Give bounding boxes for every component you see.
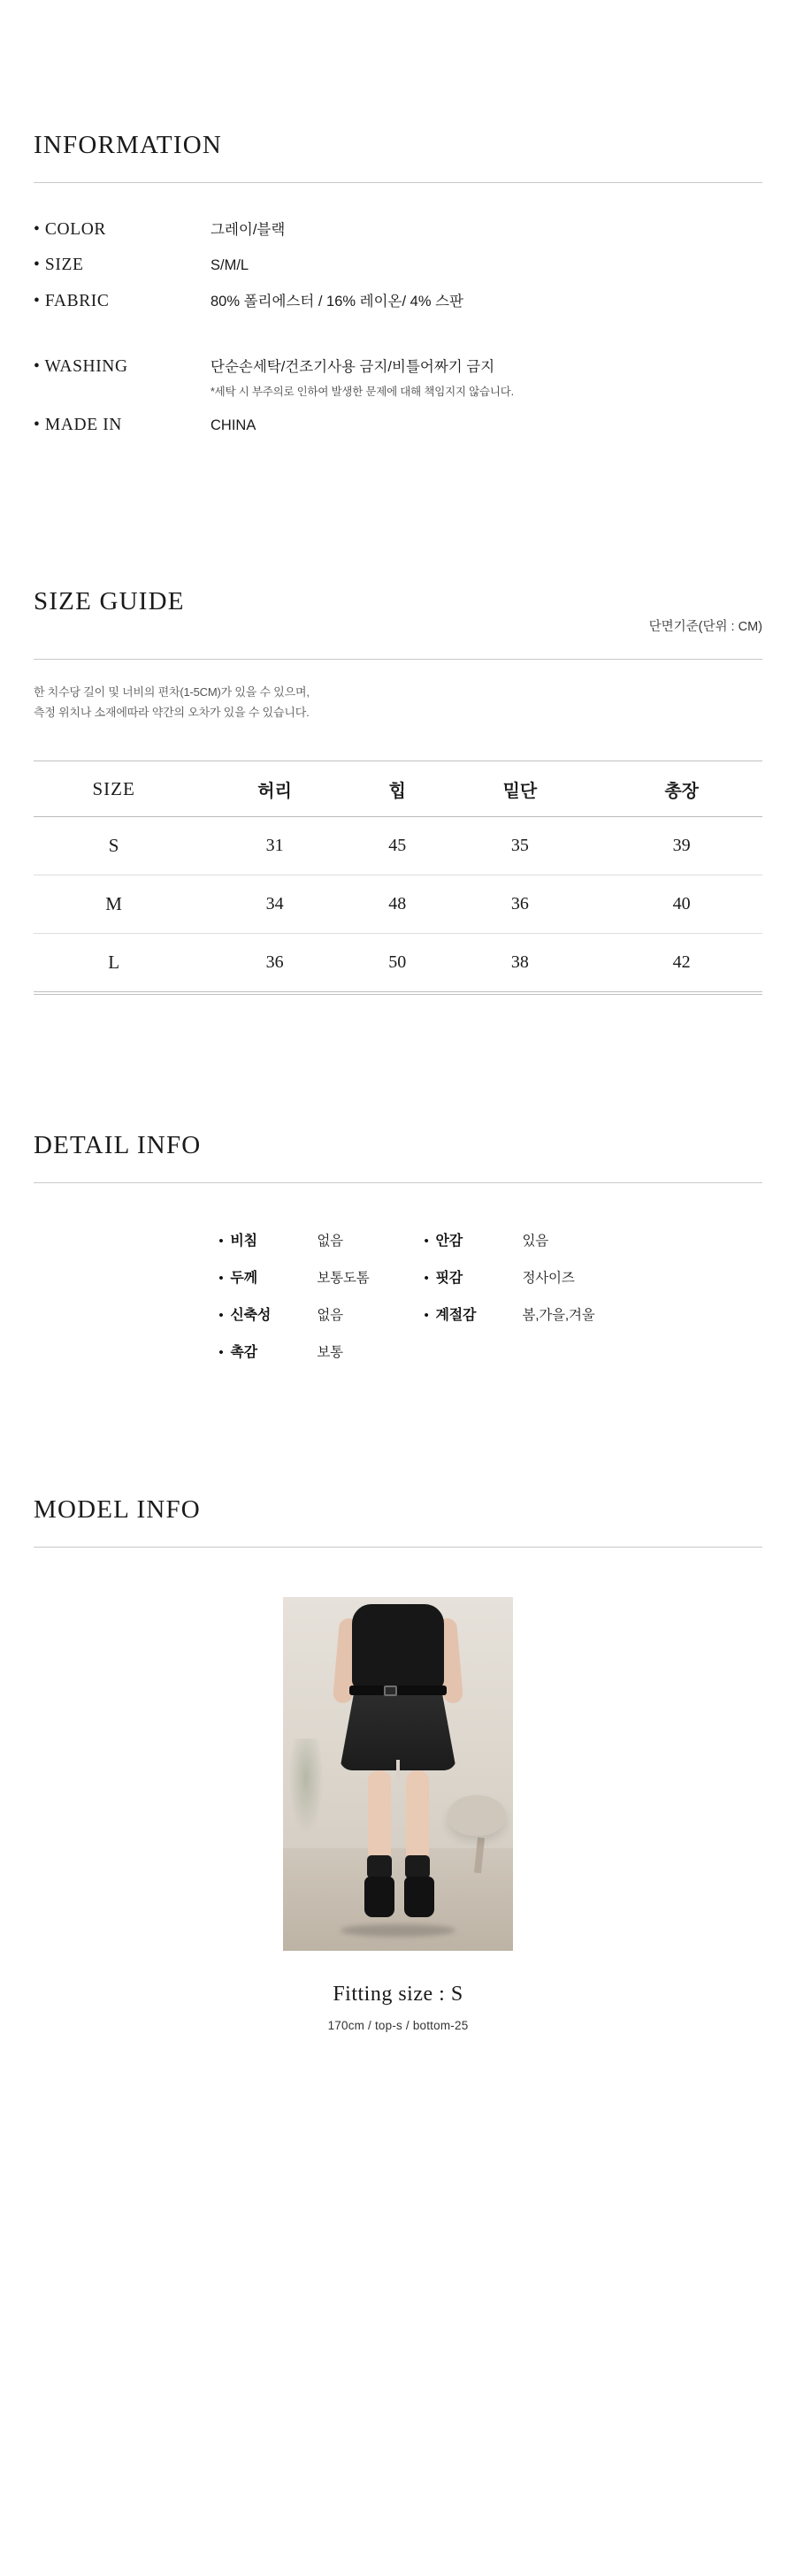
size-cell-length: 40 [672, 893, 691, 913]
photo-shorts-gap [396, 1760, 400, 1779]
size-guide-divider [34, 659, 762, 660]
detail-key-lining: 안감 [435, 1233, 463, 1249]
bullet-icon: • [218, 1270, 224, 1286]
table-row [34, 816, 762, 875]
info-row-washing [34, 357, 762, 416]
size-table-header-row [34, 766, 762, 817]
list-item [218, 1229, 369, 1250]
detail-value-touch: 보통 [317, 1344, 343, 1360]
information-title: INFORMATION [34, 131, 222, 160]
detail-value-lining: 있음 [522, 1233, 549, 1249]
detail-info-left-column [218, 1229, 369, 1361]
photo-model-belt-buckle [384, 1685, 397, 1696]
model-info-divider [34, 1547, 762, 1548]
table-row [34, 933, 762, 991]
photo-stool [448, 1795, 506, 1836]
bullet-icon: • [424, 1233, 429, 1249]
info-value-color: 그레이/블랙 [210, 222, 286, 239]
photo-model-sock-right [405, 1855, 430, 1878]
photo-model-boot-right [404, 1877, 434, 1917]
detail-key-thickness: 두께 [230, 1270, 257, 1286]
information-section [0, 0, 796, 451]
table-row [34, 875, 762, 933]
photo-model-leg-right [406, 1770, 429, 1866]
information-divider [34, 182, 762, 183]
model-info-section [0, 1361, 796, 2138]
size-cell-hip: 48 [388, 893, 407, 913]
bullet-icon: • [218, 1307, 224, 1323]
bullet-icon: • [424, 1270, 429, 1286]
size-cell-waist: 34 [265, 893, 284, 913]
info-row [34, 256, 762, 291]
size-cell-waist: 36 [265, 952, 284, 972]
detail-info-section [0, 995, 796, 1361]
info-row-madein [34, 416, 762, 451]
detail-key-fit: 핏감 [435, 1270, 463, 1286]
information-table [34, 220, 762, 451]
size-table [34, 766, 762, 991]
info-value-washing [210, 357, 762, 416]
size-cell-waist: 31 [265, 835, 284, 855]
info-row [34, 220, 762, 256]
detail-key-touch: 촉감 [230, 1344, 257, 1360]
size-cell-hem: 36 [510, 893, 529, 913]
list-item [425, 1266, 595, 1287]
list-item [218, 1266, 369, 1287]
washing-text: 단순손세탁/건조기사용 금지/비틀어짜기 금지 [210, 358, 495, 375]
size-table-body [34, 816, 762, 991]
detail-value-thickness: 보통도톰 [317, 1270, 370, 1286]
size-cell-hip: 50 [388, 952, 407, 972]
detail-key-sheerness: 비침 [230, 1233, 257, 1249]
list-item [425, 1229, 595, 1250]
size-table-top-rule [34, 761, 762, 764]
detail-info-divider [34, 1182, 762, 1183]
detail-info-title: DETAIL INFO [34, 1130, 202, 1159]
photo-floor-shadow [341, 1924, 455, 1937]
detail-value-sheerness: 없음 [317, 1233, 343, 1249]
bullet-icon: • [218, 1344, 224, 1360]
bullet-icon: • [424, 1307, 429, 1323]
detail-info-columns [34, 1229, 762, 1361]
size-col-header-hip: 힙 [356, 766, 440, 817]
list-item [218, 1341, 369, 1361]
size-guide-note-line2: 측정 위치나 소재에따라 약간의 오차가 있을 수 있습니다. [34, 706, 310, 720]
bullet-icon: • [218, 1233, 224, 1249]
detail-value-fit: 정사이즈 [522, 1270, 575, 1286]
info-value-madein: CHINA [210, 417, 256, 433]
size-guide-note [34, 683, 762, 723]
size-cell-size: S [108, 834, 119, 856]
size-cell-length: 39 [672, 835, 691, 855]
photo-model-boot-left [364, 1877, 394, 1917]
photo-model-top [352, 1604, 444, 1689]
photo-model-sock-left [367, 1855, 392, 1878]
detail-value-elasticity: 없음 [317, 1307, 343, 1323]
size-cell-hem: 35 [510, 835, 529, 855]
photo-model-leg-left [368, 1770, 391, 1866]
info-label-washing: • WASHING [34, 356, 128, 376]
size-cell-hip: 45 [388, 835, 407, 855]
detail-key-elasticity: 신축성 [230, 1307, 272, 1323]
size-col-header-hem: 밑단 [440, 766, 601, 817]
info-label-madein: • MADE IN [34, 416, 122, 434]
size-guide-note-line1: 한 치수당 길이 및 너비의 편차(1-5CM)가 있을 수 있으며, [34, 685, 310, 699]
size-col-header-waist: 허리 [194, 766, 356, 817]
info-label-color: • COLOR [34, 220, 106, 240]
detail-key-season: 계절감 [435, 1307, 477, 1323]
model-photo-wrapper [34, 1597, 762, 1951]
size-cell-hem: 38 [510, 952, 529, 972]
photo-plant [288, 1739, 324, 1836]
fitting-size-label: Fitting size : S [333, 1983, 463, 2007]
list-item [425, 1303, 595, 1324]
size-cell-length: 42 [672, 952, 691, 972]
model-info-title: MODEL INFO [34, 1495, 201, 1525]
info-label-size: • SIZE [34, 256, 84, 275]
info-row [34, 292, 762, 357]
info-value-size: S/M/L [210, 257, 249, 274]
fitting-size-detail: 170cm / top-s / bottom-25 [327, 2019, 469, 2033]
info-value-fabric: 80% 폴리에스터 / 16% 레이온/ 4% 스판 [210, 293, 463, 310]
size-guide-header [34, 566, 762, 638]
detail-info-right-column [425, 1229, 595, 1361]
model-photo [283, 1597, 513, 1951]
info-label-fabric: • FABRIC [34, 291, 110, 310]
size-table-head [34, 766, 762, 817]
size-cell-size: M [105, 892, 122, 914]
size-guide-unit: 단면기준(단위 : CM) [648, 620, 762, 635]
washing-note: *세탁 시 부주의로 인하여 발생한 문제에 대해 책임지지 않습니다. [210, 386, 514, 399]
size-col-header-size: SIZE [34, 766, 194, 817]
size-cell-size: L [108, 951, 120, 973]
list-item [218, 1303, 369, 1324]
photo-model-belt [349, 1685, 447, 1695]
size-guide-title: SIZE GUIDE [34, 587, 185, 616]
size-guide-section [0, 451, 796, 995]
size-col-header-length: 총장 [601, 766, 762, 817]
detail-value-season: 봄,가을,겨울 [522, 1307, 595, 1323]
